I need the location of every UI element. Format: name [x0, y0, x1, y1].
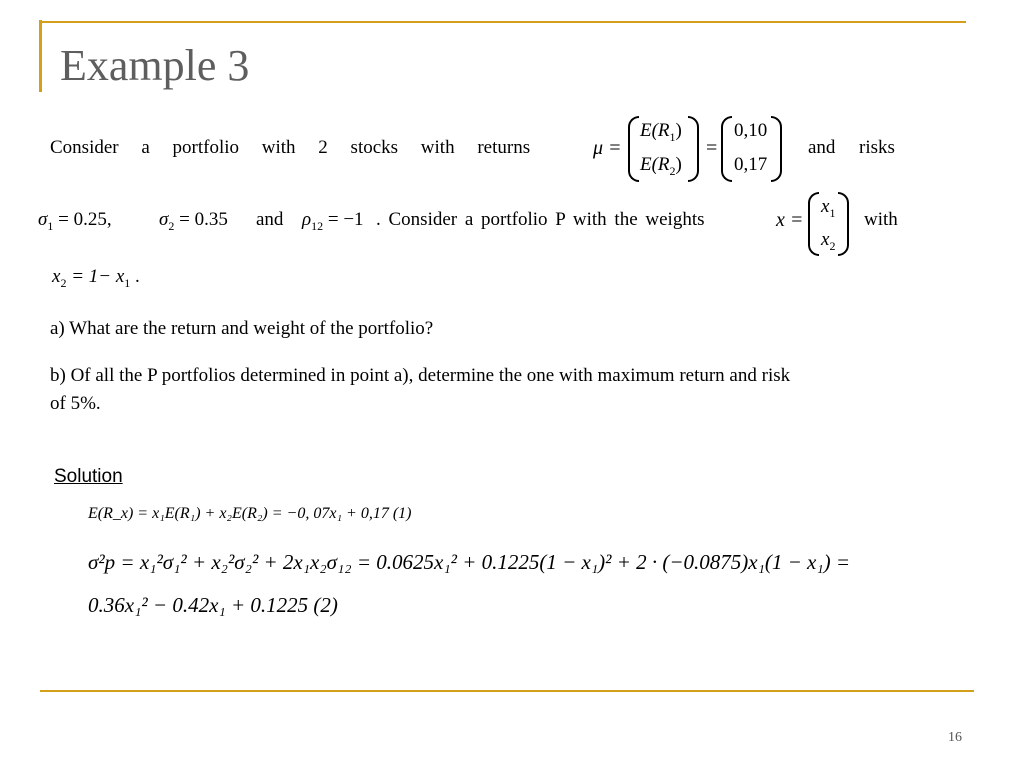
accent-bottom-rule [40, 690, 974, 692]
right-paren [838, 192, 849, 256]
x-vector-label: x = [776, 209, 804, 231]
page-title: Example 3 [60, 41, 250, 90]
accent-vertical-rule [39, 20, 42, 92]
sigma1-expression: $\sigma_1 = 0.25$, [38, 209, 112, 233]
return-value-1: 0,10 [734, 120, 768, 141]
question-b-line2: of 5%. [50, 393, 101, 414]
left-paren [628, 116, 639, 182]
weight-x2: $x_2$ [821, 229, 836, 253]
expected-return-2: $E(R_2)$ [640, 154, 682, 178]
rho-expression: $\rho_{12} = -1$ [302, 209, 364, 233]
return-value-2: 0,17 [734, 154, 768, 175]
mu-symbol: μ = [593, 137, 622, 159]
equation-3: 0.36x₁² − 0.42x₁ + 0.1225 (2) [88, 593, 338, 617]
solution-heading: Solution [54, 466, 123, 487]
sigma2-expression: $\sigma_2 = 0.35$ [159, 209, 228, 233]
equation-2: σ²p = x₁²σ₁² + x₂²σ₂² + 2x₁x₂σ₁₂ = 0.0625x₁² + 0.1225(1 − x₁)² + 2 · (−0.0875)x₁(1 − x₁) = [88, 550, 851, 574]
question-b-line1: b) Of all the P portfolios determined in point a), determine the one with maximum return and risk [50, 365, 791, 386]
risks-text: risks [859, 137, 895, 158]
right-paren [688, 116, 699, 182]
weight-x1: $x_1$ [821, 196, 836, 220]
weights-text: . Consider a portfolio P with the weights [376, 209, 705, 230]
constraint-expression: $x_2 = 1- x_1$ . [52, 266, 140, 290]
expected-return-1: $E(R_1)$ [640, 120, 682, 144]
equals-sign: = [706, 137, 718, 159]
intro-text: Consider a portfolio with 2 stocks with returns [50, 137, 531, 158]
question-a: a) What are the return and weight of the portfolio? [50, 318, 434, 339]
equation-1: E(R_x) = x₁E(R₁) + x₂E(R₂) = −0, 07x₁ + 0,17 (1) [88, 505, 412, 522]
and-text: and [808, 137, 836, 158]
page-number: 16 [948, 730, 962, 745]
accent-top-rule [39, 21, 966, 23]
right-paren [771, 116, 782, 182]
left-paren [808, 192, 819, 256]
and-text: and [256, 209, 284, 230]
with-text: with [864, 209, 898, 230]
left-paren [721, 116, 732, 182]
